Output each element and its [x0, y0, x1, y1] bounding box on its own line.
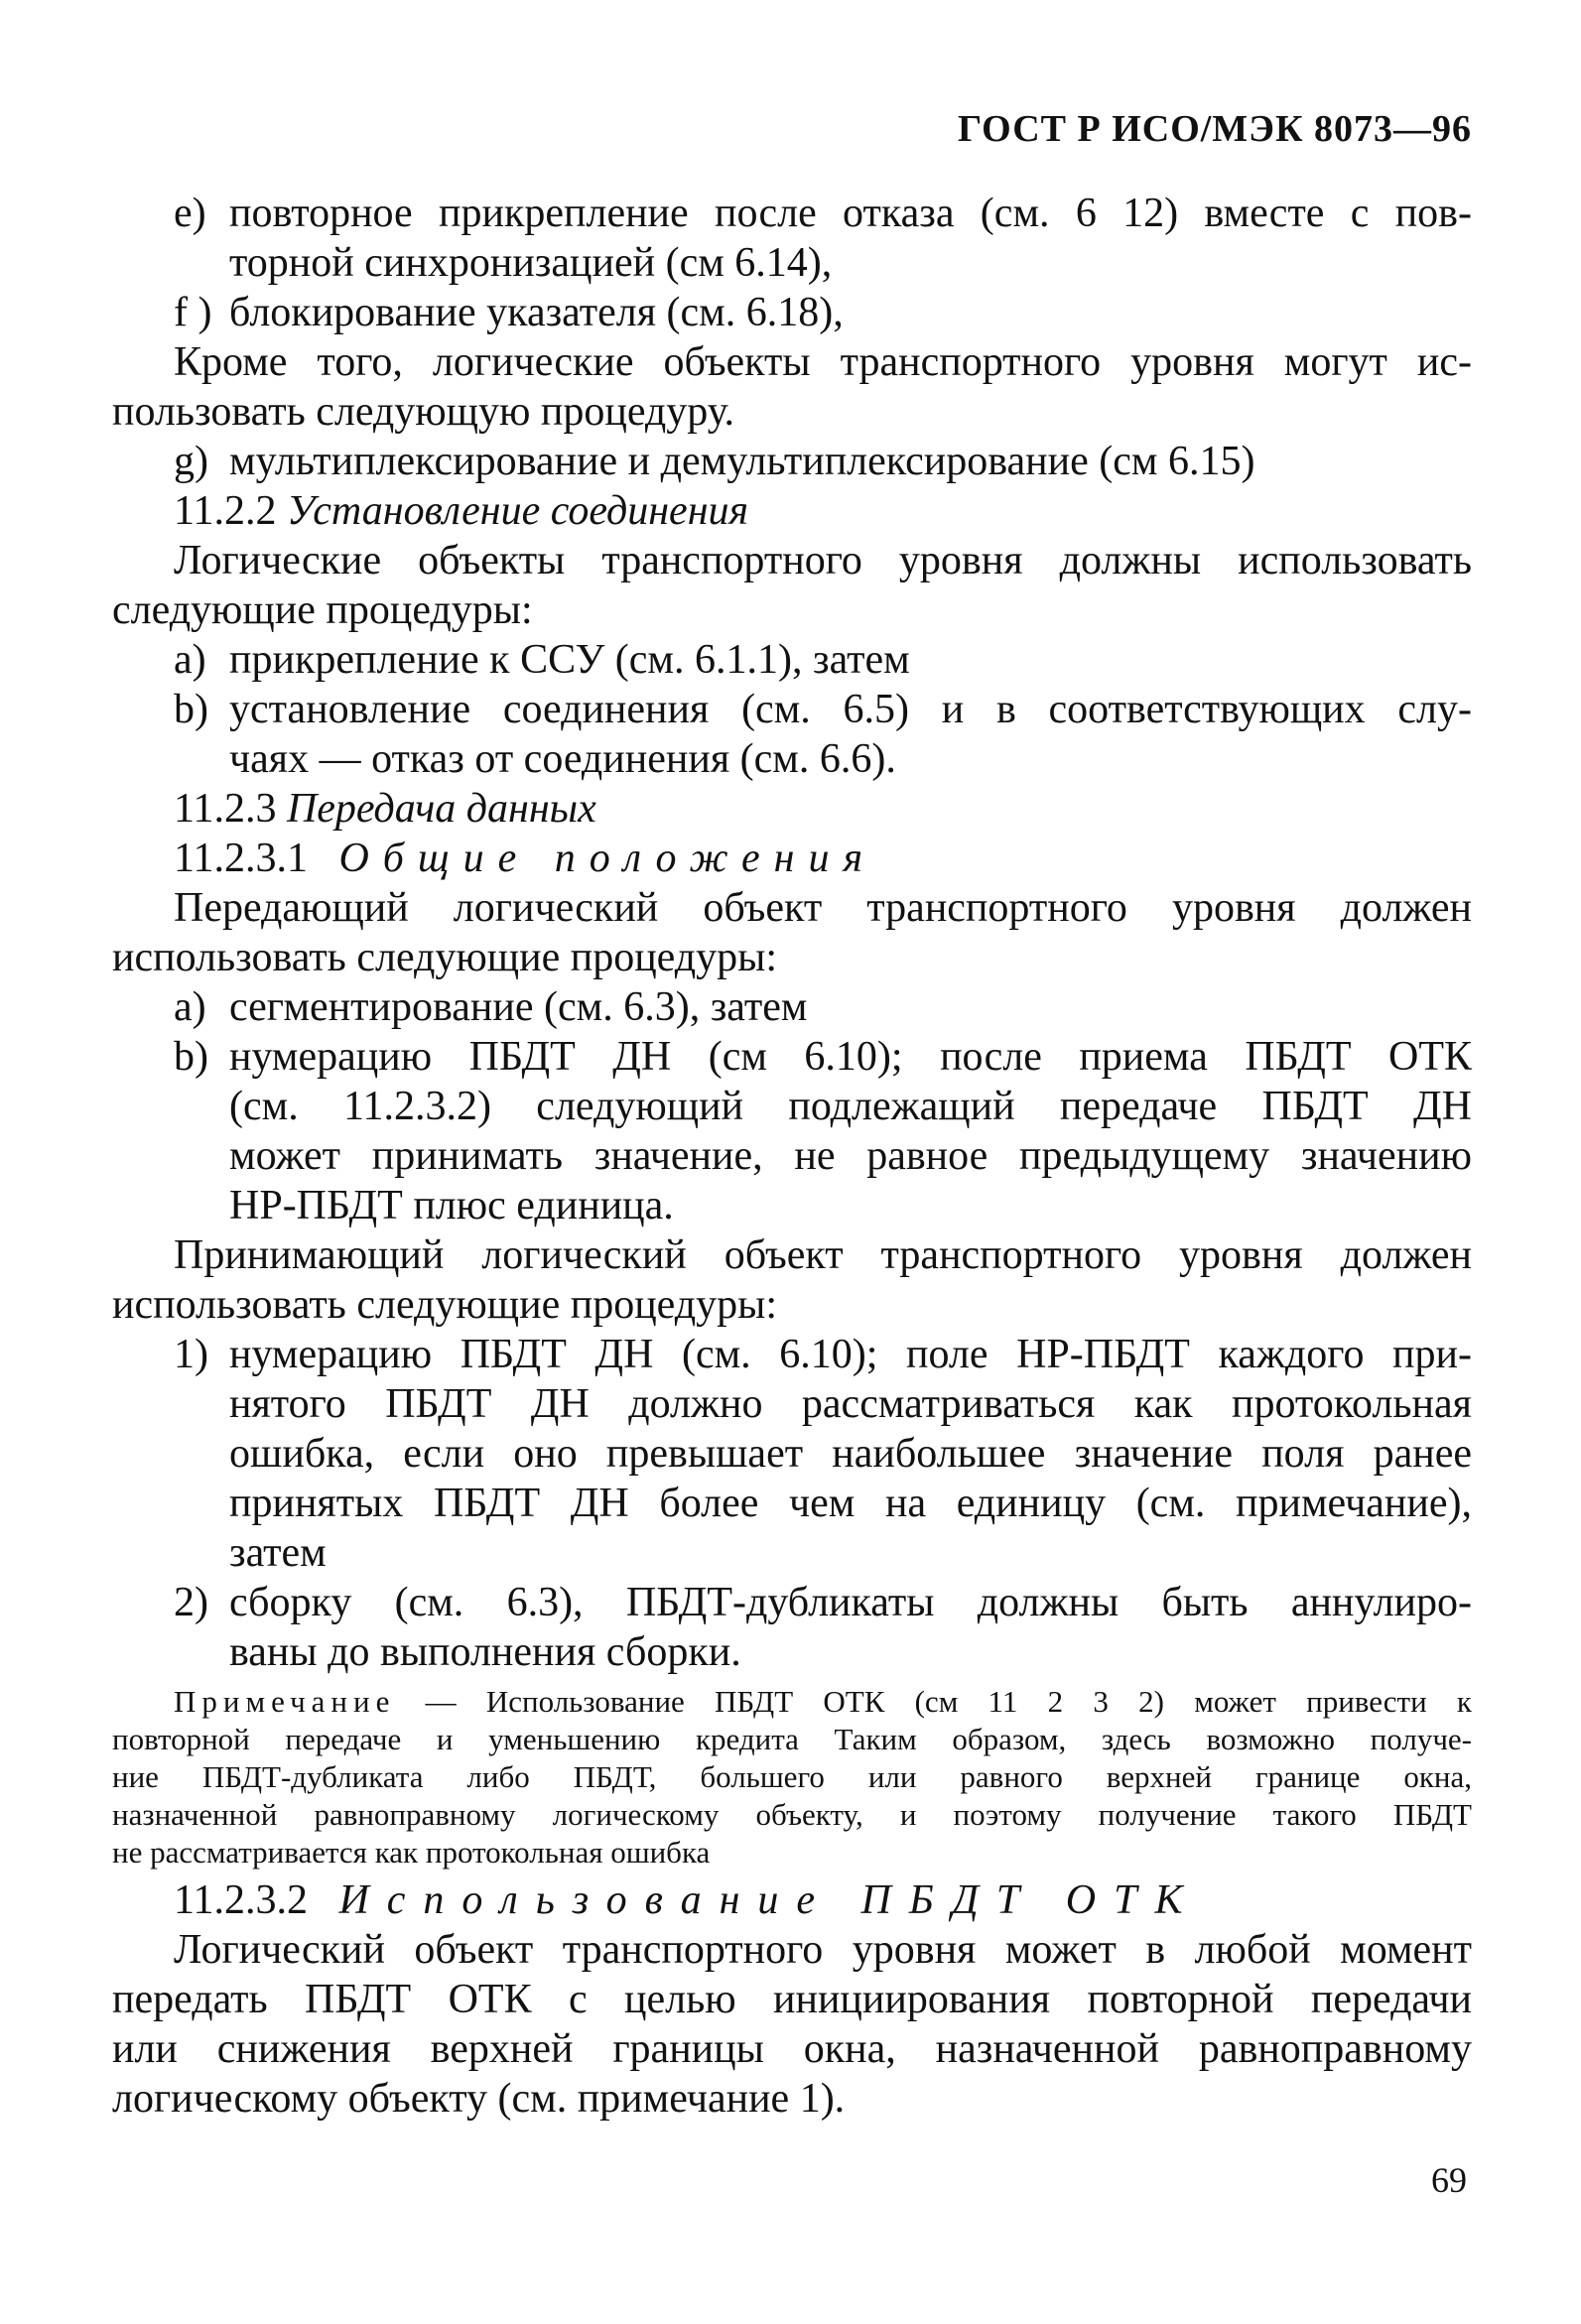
note-block	[112, 1683, 1472, 1872]
section-heading-11-2-3-1	[112, 834, 1472, 883]
section-title: Общие положения	[338, 836, 877, 881]
page-number: 69	[1431, 2160, 1467, 2200]
note-line: назначенной равноправному логическому объекту, и поэтому получение такого ПБДТ	[112, 1797, 1472, 1832]
list-item-1	[112, 1330, 1472, 1379]
paragraph-line: Кроме того, логические объекты транспортного уровня могут ис-	[174, 339, 1472, 385]
list-marker: f )	[174, 290, 212, 335]
section-number: 11.2.2	[174, 488, 277, 534]
paragraph-line: передать ПБДТ ОТК с целью инициирования повторной передачи	[112, 1977, 1472, 2022]
list-marker: 1)	[174, 1332, 208, 1377]
section-title: Передача данных	[286, 786, 596, 832]
list-item-text: сегментирование (см. 6.3), затем	[229, 984, 808, 1030]
section-number: 11.2.3	[174, 786, 277, 832]
section-title: Использование ПБДТ ОТК	[338, 1877, 1201, 1923]
list-marker: g)	[174, 439, 208, 484]
list-item-continuation: нятого ПБДТ ДН должно рассматриваться как протокольная	[229, 1381, 1472, 1427]
list-item-continuation: затем	[229, 1530, 327, 1576]
paragraph-line: пользовать следующую процедуру.	[112, 389, 735, 435]
list-item-text: прикрепление к ССУ (см. 6.1.1), затем	[229, 637, 910, 683]
list-item-b	[112, 1032, 1472, 1082]
list-marker: b)	[174, 687, 208, 732]
list-item-text: установление соединения (см. 6.5) и в соответствующих слу-	[229, 687, 1472, 732]
list-item-e	[112, 189, 1472, 238]
list-item-continuation: чаях — отказ от соединения (см. 6.6).	[229, 736, 896, 782]
page-body	[112, 189, 1472, 2124]
list-item-text: нумерацию ПБДТ ДН (см. 6.10); поле НР-ПБДТ каждого при-	[229, 1332, 1472, 1377]
paragraph-line: Передающий логический объект транспортного уровня должен	[174, 885, 1472, 931]
list-item-2	[112, 1578, 1472, 1627]
note-line: повторной передаче и уменьшению кредита Таким образом, здесь возможно получе-	[112, 1722, 1472, 1756]
section-title: Установление соединения	[286, 488, 749, 534]
paragraph-line: следующие процедуры:	[112, 587, 533, 633]
note-line: ние ПБДТ-дубликата либо ПБДТ, большего или равного верхней границе окна,	[112, 1759, 1472, 1794]
paragraph-line: или снижения верхней границы окна, назначенной равноправному	[112, 2026, 1472, 2072]
section-heading-11-2-3	[112, 784, 1472, 834]
section-heading-11-2-2	[112, 486, 1472, 536]
note-line: не рассматривается как протокольная ошибка	[112, 1835, 711, 1870]
list-marker: a)	[174, 637, 206, 683]
list-item-continuation: принятых ПБДТ ДН более чем на единицу (см. примечание),	[229, 1481, 1472, 1526]
list-marker: a)	[174, 984, 206, 1030]
section-number: 11.2.3.1	[174, 836, 308, 881]
list-item-continuation: НР-ПБДТ плюс единица.	[229, 1183, 674, 1228]
section-heading-11-2-3-2	[112, 1875, 1472, 1925]
list-item-text: блокирование указателя (см. 6.18),	[229, 290, 844, 335]
list-item-text: сборку (см. 6.3), ПБДТ-дубликаты должны быть аннулиро-	[229, 1580, 1472, 1625]
page-header: ГОСТ Р ИСО/МЭК 8073—96	[957, 108, 1472, 150]
list-item-continuation: ваны до выполнения сборки.	[229, 1629, 741, 1675]
list-item-continuation: ошибка, если оно превышает наибольшее значение поля ранее	[229, 1431, 1472, 1477]
list-item-continuation: может принимать значение, не равное предыдущему значению	[229, 1133, 1472, 1179]
list-item-a	[112, 982, 1472, 1032]
list-marker: e)	[174, 191, 206, 236]
list-item-f	[112, 288, 1472, 337]
list-item-text: повторное прикрепление после отказа (см. 6 12) вместе с пов-	[229, 191, 1472, 236]
paragraph-line: Логические объекты транспортного уровня должны использовать	[174, 538, 1472, 583]
list-item-continuation: торной синхронизацией (см 6.14),	[229, 240, 833, 286]
list-item-text: нумерацию ПБДТ ДН (см 6.10); после приема ПБДТ ОТК	[229, 1034, 1472, 1080]
note-text: — Использование ПБДТ ОТК (см 11 2 3 2) может привести к	[395, 1684, 1472, 1719]
list-item-b	[112, 685, 1472, 734]
list-marker: b)	[174, 1034, 208, 1080]
paragraph-line: Логический объект транспортного уровня может в любой момент	[174, 1927, 1472, 1973]
list-item-a	[112, 635, 1472, 685]
paragraph-line: Принимающий логический объект транспортного уровня должен	[174, 1232, 1472, 1278]
list-item-g	[112, 437, 1472, 486]
list-item-continuation: (см. 11.2.3.2) следующий подлежащий передаче ПБДТ ДН	[229, 1084, 1472, 1129]
paragraph-line: использовать следующие процедуры:	[112, 935, 778, 980]
list-item-text: мультиплексирование и демультиплексирование (см 6.15)	[229, 439, 1255, 484]
paragraph-line: использовать следующие процедуры:	[112, 1282, 778, 1328]
section-number: 11.2.3.2	[174, 1877, 308, 1923]
note-line	[112, 1683, 1472, 1721]
list-marker: 2)	[174, 1580, 208, 1625]
paragraph-line: логическому объекту (см. примечание 1).	[112, 2076, 846, 2122]
note-label: Примечание	[174, 1684, 396, 1719]
